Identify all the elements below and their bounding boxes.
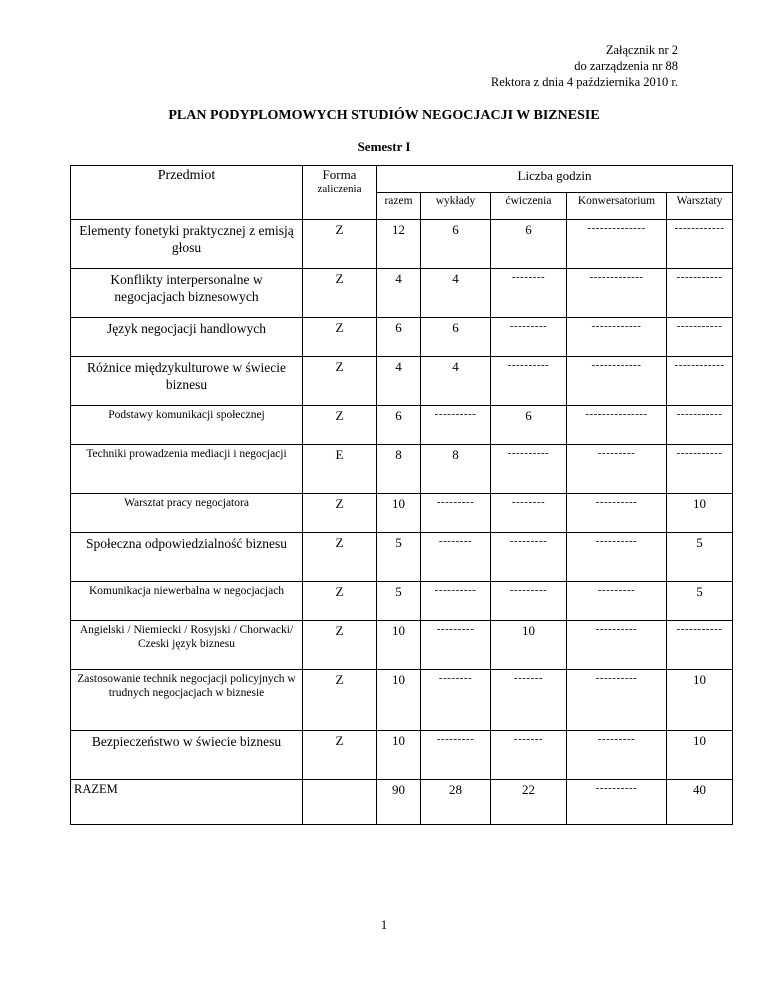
total-row (71, 780, 733, 825)
row-cwiczenia: --------- (491, 318, 567, 357)
row-konwersatorium: ---------- (567, 533, 667, 582)
row-warsztaty: ----------- (667, 621, 733, 670)
row-warsztaty: ----------- (667, 445, 733, 494)
row-subject: Elementy fonetyki praktycznej z emisją głosu (71, 220, 303, 269)
row-form: Z (303, 220, 377, 269)
row-wyklady: -------- (421, 670, 491, 731)
row-wyklady: ---------- (421, 582, 491, 621)
row-konwersatorium: ------------ (567, 357, 667, 406)
header-col-konwersatorium: Konwersatorium (567, 193, 667, 220)
row-razem: 8 (377, 445, 421, 494)
row-warsztaty: 10 (667, 670, 733, 731)
row-warsztaty: ----------- (667, 318, 733, 357)
table-row (71, 220, 733, 269)
row-form: Z (303, 494, 377, 533)
row-warsztaty: ------------ (667, 357, 733, 406)
row-razem: 10 (377, 494, 421, 533)
row-cwiczenia: --------- (491, 582, 567, 621)
row-razem: 5 (377, 582, 421, 621)
table-row (71, 582, 733, 621)
header-form (303, 166, 377, 220)
row-warsztaty: ----------- (667, 269, 733, 318)
row-warsztaty: 10 (667, 494, 733, 533)
table-row (71, 533, 733, 582)
row-razem: 10 (377, 670, 421, 731)
total-warsztaty: 40 (667, 780, 733, 825)
row-razem: 4 (377, 357, 421, 406)
row-form: Z (303, 621, 377, 670)
row-razem: 5 (377, 533, 421, 582)
total-cwiczenia: 22 (491, 780, 567, 825)
row-razem: 10 (377, 731, 421, 780)
row-wyklady: -------- (421, 533, 491, 582)
row-subject: Bezpieczeństwo w świecie biznesu (71, 731, 303, 780)
total-razem: 90 (377, 780, 421, 825)
header-col-wyklady: wykłady (421, 193, 491, 220)
attachment-note-line-2: do zarządzenia nr 88 (574, 59, 678, 73)
semester-heading: Semestr I (357, 139, 411, 154)
attachment-note-line-3: Rektora z dnia 4 października 2010 r. (490, 75, 678, 89)
row-wyklady: 6 (421, 318, 491, 357)
table-row (71, 731, 733, 780)
row-wyklady: --------- (421, 731, 491, 780)
row-wyklady: --------- (421, 621, 491, 670)
table-row (71, 445, 733, 494)
row-konwersatorium: --------------- (567, 406, 667, 445)
row-subject: Konflikty interpersonalne w negocjacjach biznesowych (71, 269, 303, 318)
row-warsztaty: 5 (667, 533, 733, 582)
row-subject: Angielski / Niemiecki / Rosyjski / Chorwacki/ Czeski język biznesu (71, 621, 303, 670)
header-form-label: Forma (322, 167, 357, 182)
row-razem: 10 (377, 621, 421, 670)
document-title: PLAN PODYPLOMOWYCH STUDIÓW NEGOCJACJI W BIZNESIE (168, 108, 600, 123)
table-row (71, 269, 733, 318)
row-warsztaty: 10 (667, 731, 733, 780)
row-cwiczenia: 6 (491, 406, 567, 445)
row-subject: Podstawy komunikacji społecznej (71, 406, 303, 445)
row-form: Z (303, 318, 377, 357)
row-cwiczenia: 10 (491, 621, 567, 670)
row-konwersatorium: ------------ (567, 318, 667, 357)
page-number: 1 (380, 917, 388, 932)
row-cwiczenia: ---------- (491, 445, 567, 494)
table-row (71, 406, 733, 445)
row-subject: Warsztat pracy negocjatora (71, 494, 303, 533)
row-razem: 6 (377, 318, 421, 357)
total-wyklady: 28 (421, 780, 491, 825)
attachment-note (491, 42, 678, 90)
header-hours: Liczba godzin (377, 166, 733, 193)
row-subject: Zastosowanie technik negocjacji policyjnych w trudnych negocjacjach w biznesie (71, 670, 303, 731)
row-cwiczenia: ---------- (491, 357, 567, 406)
row-cwiczenia: ------- (491, 731, 567, 780)
row-razem: 6 (377, 406, 421, 445)
row-cwiczenia: -------- (491, 269, 567, 318)
row-cwiczenia: 6 (491, 220, 567, 269)
row-warsztaty: ----------- (667, 406, 733, 445)
total-label: RAZEM (71, 780, 303, 825)
table-row (71, 318, 733, 357)
row-subject: Różnice międzykulturowe w świecie biznesu (71, 357, 303, 406)
table-row (71, 621, 733, 670)
row-cwiczenia: -------- (491, 494, 567, 533)
row-wyklady: ---------- (421, 406, 491, 445)
row-cwiczenia: --------- (491, 533, 567, 582)
row-form: Z (303, 670, 377, 731)
row-warsztaty: 5 (667, 582, 733, 621)
row-wyklady: 6 (421, 220, 491, 269)
study-plan-table (70, 165, 733, 825)
table-row (71, 670, 733, 731)
total-form (303, 780, 377, 825)
row-subject: Techniki prowadzenia mediacji i negocjacji (71, 445, 303, 494)
total-konwersatorium: ---------- (567, 780, 667, 825)
row-form: Z (303, 406, 377, 445)
header-col-razem: razem (377, 193, 421, 220)
table-row (71, 494, 733, 533)
row-subject: Społeczna odpowiedzialność biznesu (71, 533, 303, 582)
row-razem: 4 (377, 269, 421, 318)
header-col-warsztaty: Warsztaty (667, 193, 733, 220)
row-konwersatorium: -------------- (567, 220, 667, 269)
row-wyklady: 4 (421, 269, 491, 318)
row-subject: Komunikacja niewerbalna w negocjacjach (71, 582, 303, 621)
row-form: Z (303, 582, 377, 621)
row-form: E (303, 445, 377, 494)
row-konwersatorium: ---------- (567, 494, 667, 533)
row-form: Z (303, 269, 377, 318)
row-konwersatorium: ---------- (567, 670, 667, 731)
header-subject: Przedmiot (71, 166, 303, 220)
row-form: Z (303, 731, 377, 780)
row-form: Z (303, 533, 377, 582)
row-cwiczenia: ------- (491, 670, 567, 731)
row-razem: 12 (377, 220, 421, 269)
row-subject: Język negocjacji handlowych (71, 318, 303, 357)
table-row (71, 357, 733, 406)
row-konwersatorium: --------- (567, 731, 667, 780)
row-wyklady: 4 (421, 357, 491, 406)
row-wyklady: 8 (421, 445, 491, 494)
row-warsztaty: ------------ (667, 220, 733, 269)
row-konwersatorium: --------- (567, 445, 667, 494)
row-konwersatorium: ---------- (567, 621, 667, 670)
row-konwersatorium: --------- (567, 582, 667, 621)
header-form-sub: zaliczenia (317, 183, 362, 195)
row-konwersatorium: ------------- (567, 269, 667, 318)
row-form: Z (303, 357, 377, 406)
header-col-cwiczenia: ćwiczenia (491, 193, 567, 220)
attachment-note-line-1: Załącznik nr 2 (605, 43, 678, 57)
row-wyklady: --------- (421, 494, 491, 533)
